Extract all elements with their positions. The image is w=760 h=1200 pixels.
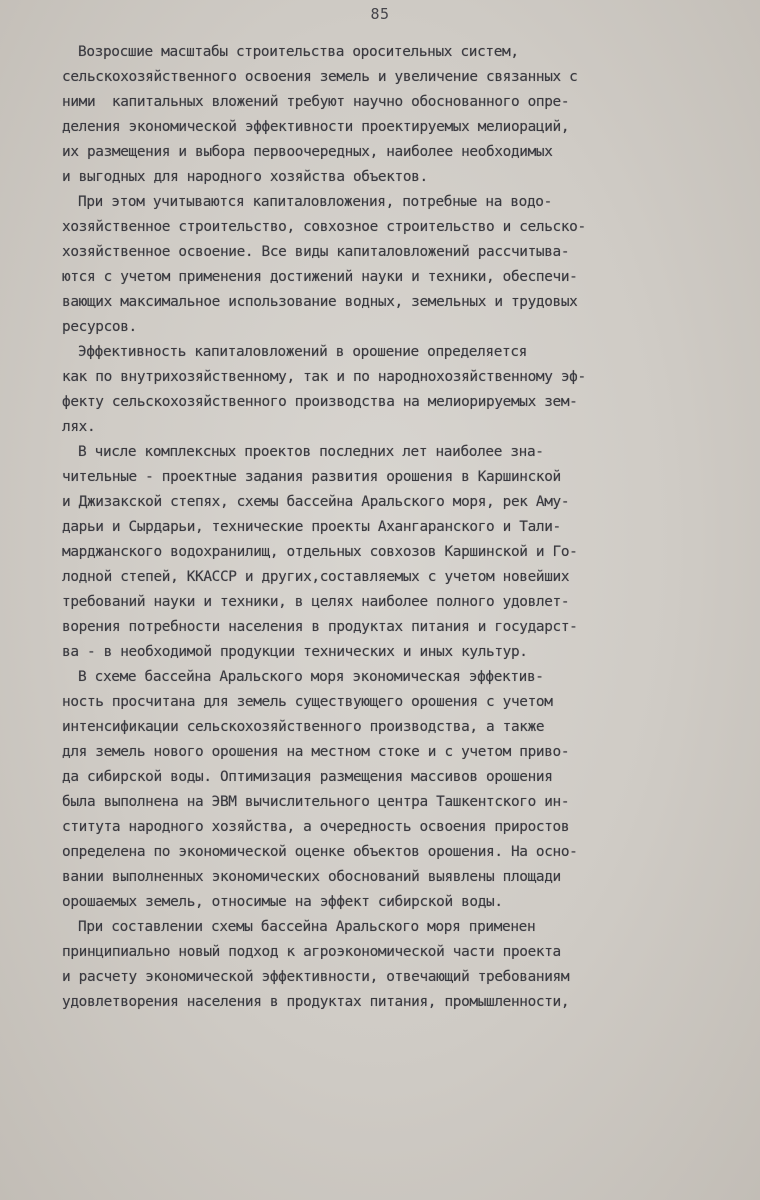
text-line: В числе комплексных проектов последних лет наиболее зна- [78,444,544,460]
text-line: деления экономической эффективности проектируемых мелиораций, [62,119,570,135]
text-line: интенсификации сельскохозяйственного производства, а также [62,719,545,735]
text-line: Возросшие масштабы строительства оросительных систем, [78,44,519,60]
text-line: да сибирской воды. Оптимизация размещения массивов орошения [62,769,553,785]
text-line: В схеме бассейна Аральского моря экономическая эффектив- [78,669,544,685]
text-line: ними капитальных вложений требуют научно обоснованного опре- [62,94,570,110]
paragraph [62,915,734,1015]
text-line: ститута народного хозяйства, а очередность освоения приростов [62,819,570,835]
text-line: ность просчитана для земель существующего орошения с учетом [62,694,553,710]
paragraph [62,665,734,915]
text-line: орошаемых земель, относимые на эффект сибирской воды. [62,894,503,910]
text-line: ются с учетом применения достижений науки и техники, обеспечи- [62,269,578,285]
text-line: вающих максимальное использование водных, земельных и трудовых [62,294,578,310]
text-line: ворения потребности населения в продуктах питания и государст- [62,619,578,635]
text-line: и расчету экономической эффективности, отвечающий требованиям [62,969,570,985]
paragraph [62,340,734,440]
text-line: и выгодных для народного хозяйства объектов. [62,169,428,185]
text-line: дарьи и Сырдарьи, технические проекты Ахангаранского и Тали- [62,519,561,535]
text-line: Эффективность капиталовложений в орошение определяется [78,344,527,360]
text-line: лях. [62,419,96,435]
page-number: 85 [370,5,390,23]
text-line: требований науки и техники, в целях наиболее полного удовлет- [62,594,570,610]
text-line: и Джизакской степях, схемы бассейна Аральского моря, рек Аму- [62,494,570,510]
text-line: сельскохозяйственного освоения земель и увеличение связанных с [62,69,578,85]
text-line: хозяйственное строительство, совхозное строительство и сельско- [62,219,586,235]
text-line: ресурсов. [62,319,137,335]
text-line: была выполнена на ЭВМ вычислительного центра Ташкентского ин- [62,794,570,810]
text-line: марджанского водохранилищ, отдельных совхозов Каршинской и Го- [62,544,578,560]
paragraph [62,440,734,665]
text-line: чительные - проектные задания развития орошения в Каршинской [62,469,561,485]
text-line: При составлении схемы бассейна Аральского моря применен [78,919,536,935]
text-line: их размещения и выбора первоочередных, наиболее необходимых [62,144,553,160]
text-line: как по внутрихозяйственному, так и по народнохозяйственному эф- [62,369,586,385]
text-line: вании выполненных экономических обоснований выявлены площади [62,869,561,885]
text-line: ва - в необходимой продукции технических и иных культур. [62,644,528,660]
text-line: хозяйственное освоение. Все виды капиталовложений рассчитыва- [62,244,570,260]
paragraph [62,190,734,340]
text-line: принципиально новый подход к агроэкономической части проекта [62,944,561,960]
body-text [62,40,734,1015]
text-line: определена по экономической оценке объектов орошения. На осно- [62,844,578,860]
text-line: удовлетворения населения в продуктах питания, промышленности, [62,994,570,1010]
paragraph [62,40,734,190]
text-line: фекту сельскохозяйственного производства на мелиорируемых зем- [62,394,578,410]
text-line: для земель нового орошения на местном стоке и с учетом приво- [62,744,570,760]
text-line: При этом учитываются капиталовложения, потребные на водо- [78,194,552,210]
text-line: лодной степей, ККАССР и других,составляемых с учетом новейших [62,569,570,585]
